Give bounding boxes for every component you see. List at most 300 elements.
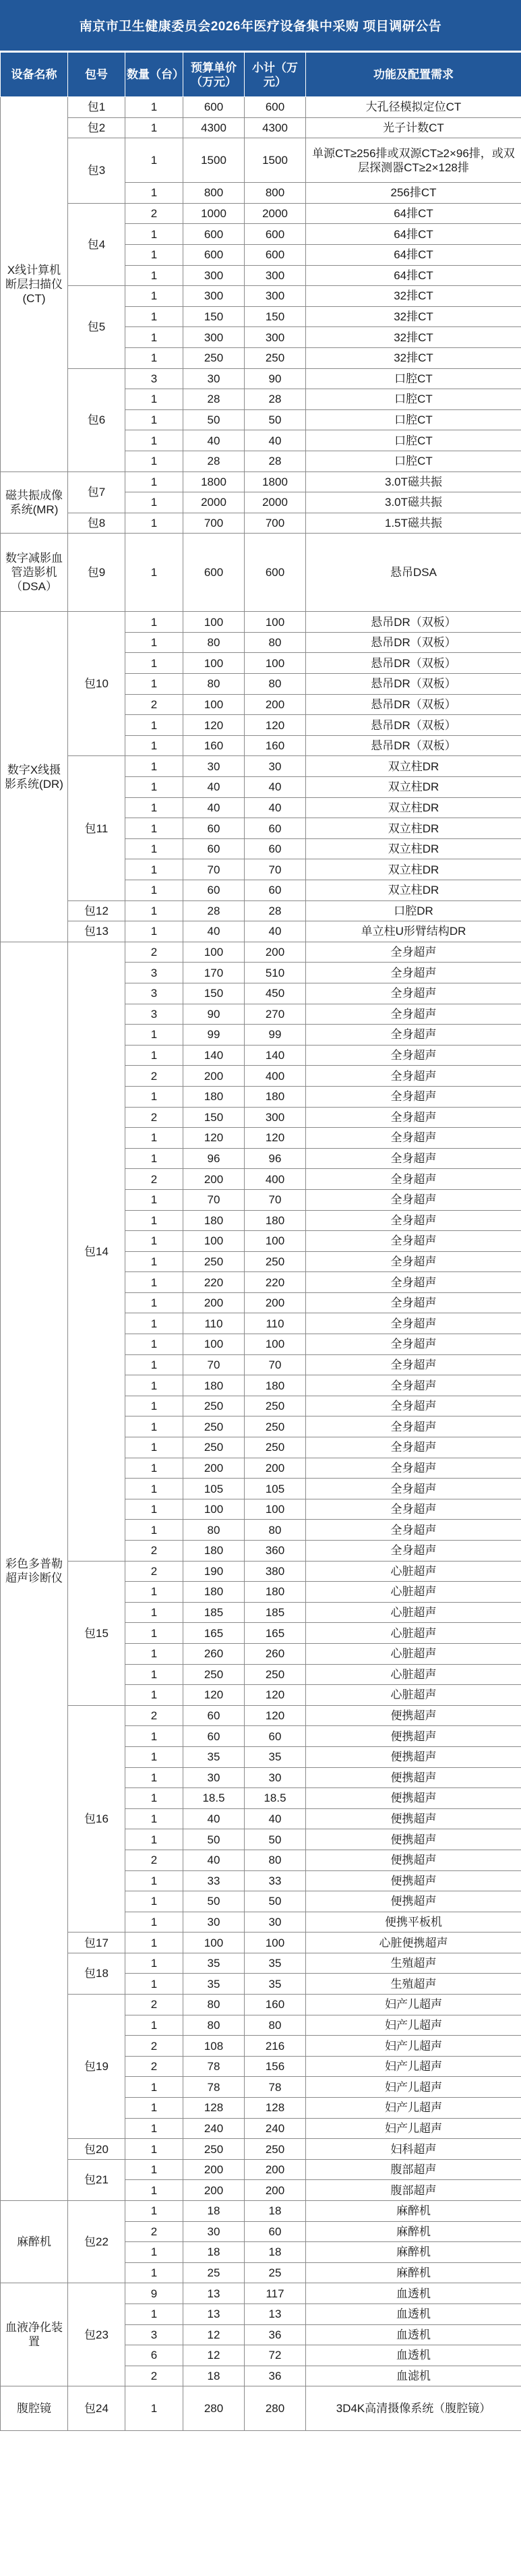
subtotal-cell: 600 <box>245 97 306 118</box>
quantity-cell: 1 <box>125 2242 183 2263</box>
subtotal-cell: 40 <box>245 430 306 451</box>
table-row <box>1 2283 521 2304</box>
device-category-cell: 麻醉机 <box>1 2201 68 2283</box>
table-row <box>1 1953 521 1974</box>
subtotal-cell: 160 <box>245 735 306 756</box>
function-cell: 全身超声 <box>306 1396 521 1416</box>
subtotal-cell: 180 <box>245 1086 306 1107</box>
subtotal-cell: 105 <box>245 1479 306 1499</box>
quantity-cell: 1 <box>125 735 183 756</box>
quantity-cell: 9 <box>125 2283 183 2304</box>
unit-budget-cell: 150 <box>183 983 245 1004</box>
quantity-cell: 1 <box>125 1231 183 1252</box>
quantity-cell: 2 <box>125 1066 183 1087</box>
subtotal-cell: 99 <box>245 1025 306 1046</box>
quantity-cell: 1 <box>125 1499 183 1520</box>
unit-budget-cell: 250 <box>183 1416 245 1437</box>
subtotal-cell: 33 <box>245 1870 306 1891</box>
quantity-cell: 1 <box>125 409 183 430</box>
quantity-cell: 1 <box>125 1437 183 1458</box>
function-cell: 32排CT <box>306 286 521 307</box>
quantity-cell: 1 <box>125 244 183 265</box>
unit-budget-cell: 600 <box>183 244 245 265</box>
table-row <box>1 286 521 307</box>
unit-budget-cell: 220 <box>183 1272 245 1293</box>
quantity-cell: 1 <box>125 1933 183 1953</box>
subtotal-cell: 2000 <box>245 492 306 513</box>
function-cell: 全身超声 <box>306 1292 521 1313</box>
unit-budget-cell: 40 <box>183 430 245 451</box>
function-cell: 全身超声 <box>306 1107 521 1128</box>
function-cell: 全身超声 <box>306 1541 521 1562</box>
function-cell: 口腔CT <box>306 368 521 389</box>
function-cell: 口腔CT <box>306 389 521 410</box>
subtotal-cell: 13 <box>245 2303 306 2324</box>
quantity-cell: 1 <box>125 97 183 118</box>
unit-budget-cell: 70 <box>183 859 245 880</box>
quantity-cell: 1 <box>125 306 183 327</box>
quantity-cell: 1 <box>125 1128 183 1149</box>
quantity-cell: 6 <box>125 2345 183 2366</box>
package-cell: 包21 <box>68 2159 125 2200</box>
subtotal-cell: 250 <box>245 1396 306 1416</box>
quantity-cell: 1 <box>125 1891 183 1912</box>
function-cell: 全身超声 <box>306 963 521 983</box>
subtotal-cell: 300 <box>245 286 306 307</box>
function-cell: 全身超声 <box>306 1251 521 1272</box>
header-device: 设备名称 <box>1 53 68 97</box>
unit-budget-cell: 99 <box>183 1025 245 1046</box>
subtotal-cell: 35 <box>245 1746 306 1767</box>
unit-budget-cell: 280 <box>183 2386 245 2431</box>
quantity-cell: 2 <box>125 1107 183 1128</box>
quantity-cell: 3 <box>125 963 183 983</box>
quantity-cell: 3 <box>125 368 183 389</box>
function-cell: 妇产儿超声 <box>306 2056 521 2077</box>
function-cell: 悬吊DSA <box>306 534 521 612</box>
subtotal-cell: 600 <box>245 534 306 612</box>
table-row <box>1 1995 521 2015</box>
unit-budget-cell: 60 <box>183 1726 245 1747</box>
unit-budget-cell: 30 <box>183 2221 245 2242</box>
function-cell: 便携超声 <box>306 1850 521 1870</box>
function-cell: 口腔CT <box>306 430 521 451</box>
header-row <box>1 53 521 97</box>
unit-budget-cell: 100 <box>183 1334 245 1355</box>
quantity-cell: 1 <box>125 389 183 410</box>
quantity-cell: 1 <box>125 2180 183 2201</box>
quantity-cell: 1 <box>125 2262 183 2283</box>
subtotal-cell: 18 <box>245 2242 306 2263</box>
function-cell: 便携超声 <box>306 1705 521 1726</box>
table-row <box>1 900 521 921</box>
subtotal-cell: 28 <box>245 900 306 921</box>
unit-budget-cell: 13 <box>183 2303 245 2324</box>
quantity-cell: 1 <box>125 1251 183 1272</box>
header-package: 包号 <box>68 53 125 97</box>
quantity-cell: 1 <box>125 900 183 921</box>
quantity-cell: 1 <box>125 224 183 245</box>
unit-budget-cell: 28 <box>183 389 245 410</box>
unit-budget-cell: 170 <box>183 963 245 983</box>
unit-budget-cell: 78 <box>183 2077 245 2098</box>
unit-budget-cell: 250 <box>183 2139 245 2160</box>
function-cell: 全身超声 <box>306 1479 521 1499</box>
header-quantity: 数量（台） <box>125 53 183 97</box>
subtotal-cell: 80 <box>245 1850 306 1870</box>
unit-budget-cell: 250 <box>183 1437 245 1458</box>
function-cell: 单立柱U形臂结构DR <box>306 921 521 942</box>
unit-budget-cell: 18 <box>183 2242 245 2263</box>
unit-budget-cell: 180 <box>183 1086 245 1107</box>
subtotal-cell: 200 <box>245 694 306 715</box>
unit-budget-cell: 40 <box>183 777 245 798</box>
function-cell: 全身超声 <box>306 1066 521 1087</box>
unit-budget-cell: 28 <box>183 451 245 471</box>
unit-budget-cell: 190 <box>183 1561 245 1582</box>
unit-budget-cell: 60 <box>183 818 245 839</box>
function-cell: 便携超声 <box>306 1829 521 1850</box>
quantity-cell: 1 <box>125 1664 183 1685</box>
function-cell: 便携平板机 <box>306 1912 521 1933</box>
unit-budget-cell: 200 <box>183 1066 245 1087</box>
device-category-cell: 数字减影血管造影机（DSA） <box>1 534 68 612</box>
quantity-cell: 1 <box>125 797 183 818</box>
subtotal-cell: 18 <box>245 2201 306 2222</box>
quantity-cell: 1 <box>125 1767 183 1788</box>
quantity-cell: 1 <box>125 1582 183 1603</box>
unit-budget-cell: 4300 <box>183 117 245 138</box>
table-row <box>1 471 521 492</box>
subtotal-cell: 300 <box>245 327 306 348</box>
function-cell: 双立柱DR <box>306 859 521 880</box>
quantity-cell: 1 <box>125 1313 183 1334</box>
quantity-cell: 1 <box>125 2077 183 2098</box>
subtotal-cell: 200 <box>245 942 306 963</box>
quantity-cell: 1 <box>125 1148 183 1169</box>
unit-budget-cell: 70 <box>183 1189 245 1210</box>
subtotal-cell: 250 <box>245 1251 306 1272</box>
table-row <box>1 612 521 633</box>
unit-budget-cell: 1000 <box>183 203 245 224</box>
function-cell: 全身超声 <box>306 1086 521 1107</box>
unit-budget-cell: 600 <box>183 97 245 118</box>
subtotal-cell: 28 <box>245 389 306 410</box>
table-row <box>1 203 521 224</box>
subtotal-cell: 60 <box>245 880 306 901</box>
quantity-cell: 1 <box>125 138 183 183</box>
unit-budget-cell: 30 <box>183 1767 245 1788</box>
subtotal-cell: 700 <box>245 513 306 534</box>
unit-budget-cell: 128 <box>183 2098 245 2119</box>
subtotal-cell: 300 <box>245 1107 306 1128</box>
unit-budget-cell: 180 <box>183 1582 245 1603</box>
unit-budget-cell: 80 <box>183 1520 245 1541</box>
subtotal-cell: 60 <box>245 2221 306 2242</box>
quantity-cell: 1 <box>125 1189 183 1210</box>
unit-budget-cell: 1800 <box>183 471 245 492</box>
subtotal-cell: 40 <box>245 921 306 942</box>
unit-budget-cell: 300 <box>183 286 245 307</box>
subtotal-cell: 72 <box>245 2345 306 2366</box>
header-unit-budget: 预算单价（万元） <box>183 53 245 97</box>
subtotal-cell: 1800 <box>245 471 306 492</box>
subtotal-cell: 36 <box>245 2366 306 2386</box>
function-cell: 全身超声 <box>306 1004 521 1025</box>
subtotal-cell: 185 <box>245 1602 306 1623</box>
quantity-cell: 2 <box>125 1169 183 1190</box>
unit-budget-cell: 78 <box>183 2056 245 2077</box>
unit-budget-cell: 150 <box>183 1107 245 1128</box>
unit-budget-cell: 260 <box>183 1643 245 1664</box>
device-category-cell: 磁共振成像系统(MR) <box>1 471 68 534</box>
unit-budget-cell: 100 <box>183 1499 245 1520</box>
function-cell: 生殖超声 <box>306 1953 521 1974</box>
package-cell: 包13 <box>68 921 125 942</box>
function-cell: 血透机 <box>306 2303 521 2324</box>
function-cell: 64排CT <box>306 244 521 265</box>
function-cell: 256排CT <box>306 183 521 204</box>
table-row <box>1 513 521 534</box>
unit-budget-cell: 30 <box>183 1912 245 1933</box>
quantity-cell: 1 <box>125 1292 183 1313</box>
device-category-cell: 腹腔镜 <box>1 2386 68 2431</box>
function-cell: 双立柱DR <box>306 777 521 798</box>
function-cell: 口腔CT <box>306 409 521 430</box>
unit-budget-cell: 13 <box>183 2283 245 2304</box>
subtotal-cell: 2000 <box>245 203 306 224</box>
subtotal-cell: 100 <box>245 653 306 674</box>
function-cell: 全身超声 <box>306 1313 521 1334</box>
package-cell: 包16 <box>68 1705 125 1933</box>
quantity-cell: 1 <box>125 2303 183 2324</box>
table-row <box>1 117 521 138</box>
function-cell: 全身超声 <box>306 1148 521 1169</box>
quantity-cell: 1 <box>125 2159 183 2180</box>
function-cell: 全身超声 <box>306 1437 521 1458</box>
function-cell: 全身超声 <box>306 1045 521 1066</box>
unit-budget-cell: 165 <box>183 1623 245 1644</box>
function-cell: 腹部超声 <box>306 2180 521 2201</box>
function-cell: 全身超声 <box>306 1334 521 1355</box>
subtotal-cell: 120 <box>245 1685 306 1706</box>
unit-budget-cell: 40 <box>183 797 245 818</box>
quantity-cell: 2 <box>125 2036 183 2057</box>
unit-budget-cell: 150 <box>183 306 245 327</box>
subtotal-cell: 510 <box>245 963 306 983</box>
unit-budget-cell: 185 <box>183 1602 245 1623</box>
table-row <box>1 368 521 389</box>
quantity-cell: 1 <box>125 1974 183 1995</box>
function-cell: 全身超声 <box>306 1272 521 1293</box>
subtotal-cell: 100 <box>245 1231 306 1252</box>
package-cell: 包14 <box>68 942 125 1561</box>
subtotal-cell: 40 <box>245 777 306 798</box>
package-cell: 包11 <box>68 756 125 900</box>
subtotal-cell: 100 <box>245 1334 306 1355</box>
subtotal-cell: 220 <box>245 1272 306 1293</box>
function-cell: 妇产儿超声 <box>306 2036 521 2057</box>
function-cell: 光子计数CT <box>306 117 521 138</box>
function-cell: 悬吊DR（双板） <box>306 653 521 674</box>
function-cell: 全身超声 <box>306 1458 521 1479</box>
quantity-cell: 1 <box>125 1479 183 1499</box>
quantity-cell: 1 <box>125 756 183 777</box>
function-cell: 双立柱DR <box>306 818 521 839</box>
function-cell: 血透机 <box>306 2345 521 2366</box>
quantity-cell: 1 <box>125 1045 183 1066</box>
unit-budget-cell: 80 <box>183 632 245 653</box>
package-cell: 包2 <box>68 117 125 138</box>
subtotal-cell: 30 <box>245 1912 306 1933</box>
subtotal-cell: 35 <box>245 1974 306 1995</box>
table-row <box>1 1705 521 1726</box>
subtotal-cell: 60 <box>245 818 306 839</box>
quantity-cell: 1 <box>125 1623 183 1644</box>
subtotal-cell: 250 <box>245 347 306 368</box>
device-category-cell: 血液净化装置 <box>1 2283 68 2386</box>
subtotal-cell: 400 <box>245 1066 306 1087</box>
quantity-cell: 1 <box>125 2015 183 2036</box>
function-cell: 血透机 <box>306 2324 521 2345</box>
quantity-cell: 1 <box>125 921 183 942</box>
quantity-cell: 1 <box>125 1416 183 1437</box>
quantity-cell: 1 <box>125 534 183 612</box>
unit-budget-cell: 600 <box>183 534 245 612</box>
subtotal-cell: 360 <box>245 1541 306 1562</box>
function-cell: 双立柱DR <box>306 797 521 818</box>
function-cell: 心脏超声 <box>306 1643 521 1664</box>
subtotal-cell: 96 <box>245 1148 306 1169</box>
quantity-cell: 1 <box>125 1375 183 1396</box>
function-cell: 64排CT <box>306 203 521 224</box>
page-title: 南京市卫生健康委员会2026年医疗设备集中采购 项目调研公告 <box>0 0 521 52</box>
subtotal-cell: 156 <box>245 2056 306 2077</box>
package-cell: 包1 <box>68 97 125 118</box>
subtotal-cell: 140 <box>245 1045 306 1066</box>
function-cell: 全身超声 <box>306 1128 521 1149</box>
function-cell: 妇产儿超声 <box>306 2015 521 2036</box>
unit-budget-cell: 250 <box>183 1396 245 1416</box>
quantity-cell: 1 <box>125 286 183 307</box>
quantity-cell: 1 <box>125 1912 183 1933</box>
subtotal-cell: 60 <box>245 838 306 859</box>
function-cell: 心脏便携超声 <box>306 1933 521 1953</box>
subtotal-cell: 240 <box>245 2118 306 2139</box>
function-cell: 心脏超声 <box>306 1561 521 1582</box>
function-cell: 全身超声 <box>306 983 521 1004</box>
unit-budget-cell: 120 <box>183 715 245 736</box>
quantity-cell: 1 <box>125 653 183 674</box>
quantity-cell: 2 <box>125 942 183 963</box>
unit-budget-cell: 28 <box>183 900 245 921</box>
unit-budget-cell: 90 <box>183 1004 245 1025</box>
function-cell: 生殖超声 <box>306 1974 521 1995</box>
function-cell: 妇科超声 <box>306 2139 521 2160</box>
subtotal-cell: 160 <box>245 1995 306 2015</box>
unit-budget-cell: 180 <box>183 1210 245 1231</box>
subtotal-cell: 100 <box>245 612 306 633</box>
function-cell: 64排CT <box>306 265 521 286</box>
subtotal-cell: 400 <box>245 1169 306 1190</box>
unit-budget-cell: 200 <box>183 2180 245 2201</box>
function-cell: 全身超声 <box>306 1169 521 1190</box>
subtotal-cell: 35 <box>245 1953 306 1974</box>
quantity-cell: 1 <box>125 1685 183 1706</box>
subtotal-cell: 117 <box>245 2283 306 2304</box>
unit-budget-cell: 180 <box>183 1375 245 1396</box>
subtotal-cell: 4300 <box>245 117 306 138</box>
quantity-cell: 1 <box>125 183 183 204</box>
subtotal-cell: 120 <box>245 1705 306 1726</box>
unit-budget-cell: 12 <box>183 2324 245 2345</box>
subtotal-cell: 250 <box>245 1437 306 1458</box>
unit-budget-cell: 80 <box>183 1995 245 2015</box>
package-cell: 包17 <box>68 1933 125 1953</box>
subtotal-cell: 180 <box>245 1375 306 1396</box>
subtotal-cell: 28 <box>245 451 306 471</box>
subtotal-cell: 90 <box>245 368 306 389</box>
function-cell: 口腔CT <box>306 451 521 471</box>
device-category-cell: 彩色多普勒超声诊断仪 <box>1 942 68 2200</box>
quantity-cell: 1 <box>125 2118 183 2139</box>
quantity-cell: 1 <box>125 117 183 138</box>
unit-budget-cell: 25 <box>183 2262 245 2283</box>
package-cell: 包12 <box>68 900 125 921</box>
quantity-cell: 1 <box>125 715 183 736</box>
subtotal-cell: 200 <box>245 2159 306 2180</box>
table-row <box>1 1561 521 1582</box>
function-cell: 全身超声 <box>306 1375 521 1396</box>
table-row <box>1 1933 521 1953</box>
function-cell: 妇产儿超声 <box>306 2098 521 2119</box>
subtotal-cell: 128 <box>245 2098 306 2119</box>
function-cell: 3.0T磁共振 <box>306 492 521 513</box>
package-cell: 包18 <box>68 1953 125 1994</box>
unit-budget-cell: 60 <box>183 838 245 859</box>
unit-budget-cell: 200 <box>183 1292 245 1313</box>
table-row <box>1 534 521 612</box>
function-cell: 32排CT <box>306 347 521 368</box>
unit-budget-cell: 30 <box>183 368 245 389</box>
subtotal-cell: 78 <box>245 2077 306 2098</box>
function-cell: 全身超声 <box>306 1499 521 1520</box>
function-cell: 悬吊DR（双板） <box>306 612 521 633</box>
table-row <box>1 2201 521 2222</box>
unit-budget-cell: 250 <box>183 1664 245 1685</box>
function-cell: 64排CT <box>306 224 521 245</box>
subtotal-cell: 150 <box>245 306 306 327</box>
header-subtotal: 小计（万元） <box>245 53 306 97</box>
subtotal-cell: 30 <box>245 1767 306 1788</box>
function-cell: 心脏超声 <box>306 1623 521 1644</box>
quantity-cell: 2 <box>125 1541 183 1562</box>
quantity-cell: 1 <box>125 674 183 695</box>
quantity-cell: 1 <box>125 1953 183 1974</box>
unit-budget-cell: 200 <box>183 1169 245 1190</box>
unit-budget-cell: 300 <box>183 327 245 348</box>
quantity-cell: 1 <box>125 2098 183 2119</box>
unit-budget-cell: 70 <box>183 1354 245 1375</box>
unit-budget-cell: 50 <box>183 1829 245 1850</box>
subtotal-cell: 200 <box>245 2180 306 2201</box>
unit-budget-cell: 600 <box>183 224 245 245</box>
unit-budget-cell: 100 <box>183 1933 245 1953</box>
function-cell: 悬吊DR（双板） <box>306 674 521 695</box>
unit-budget-cell: 12 <box>183 2345 245 2366</box>
package-cell: 包6 <box>68 368 125 471</box>
package-cell: 包15 <box>68 1561 125 1705</box>
